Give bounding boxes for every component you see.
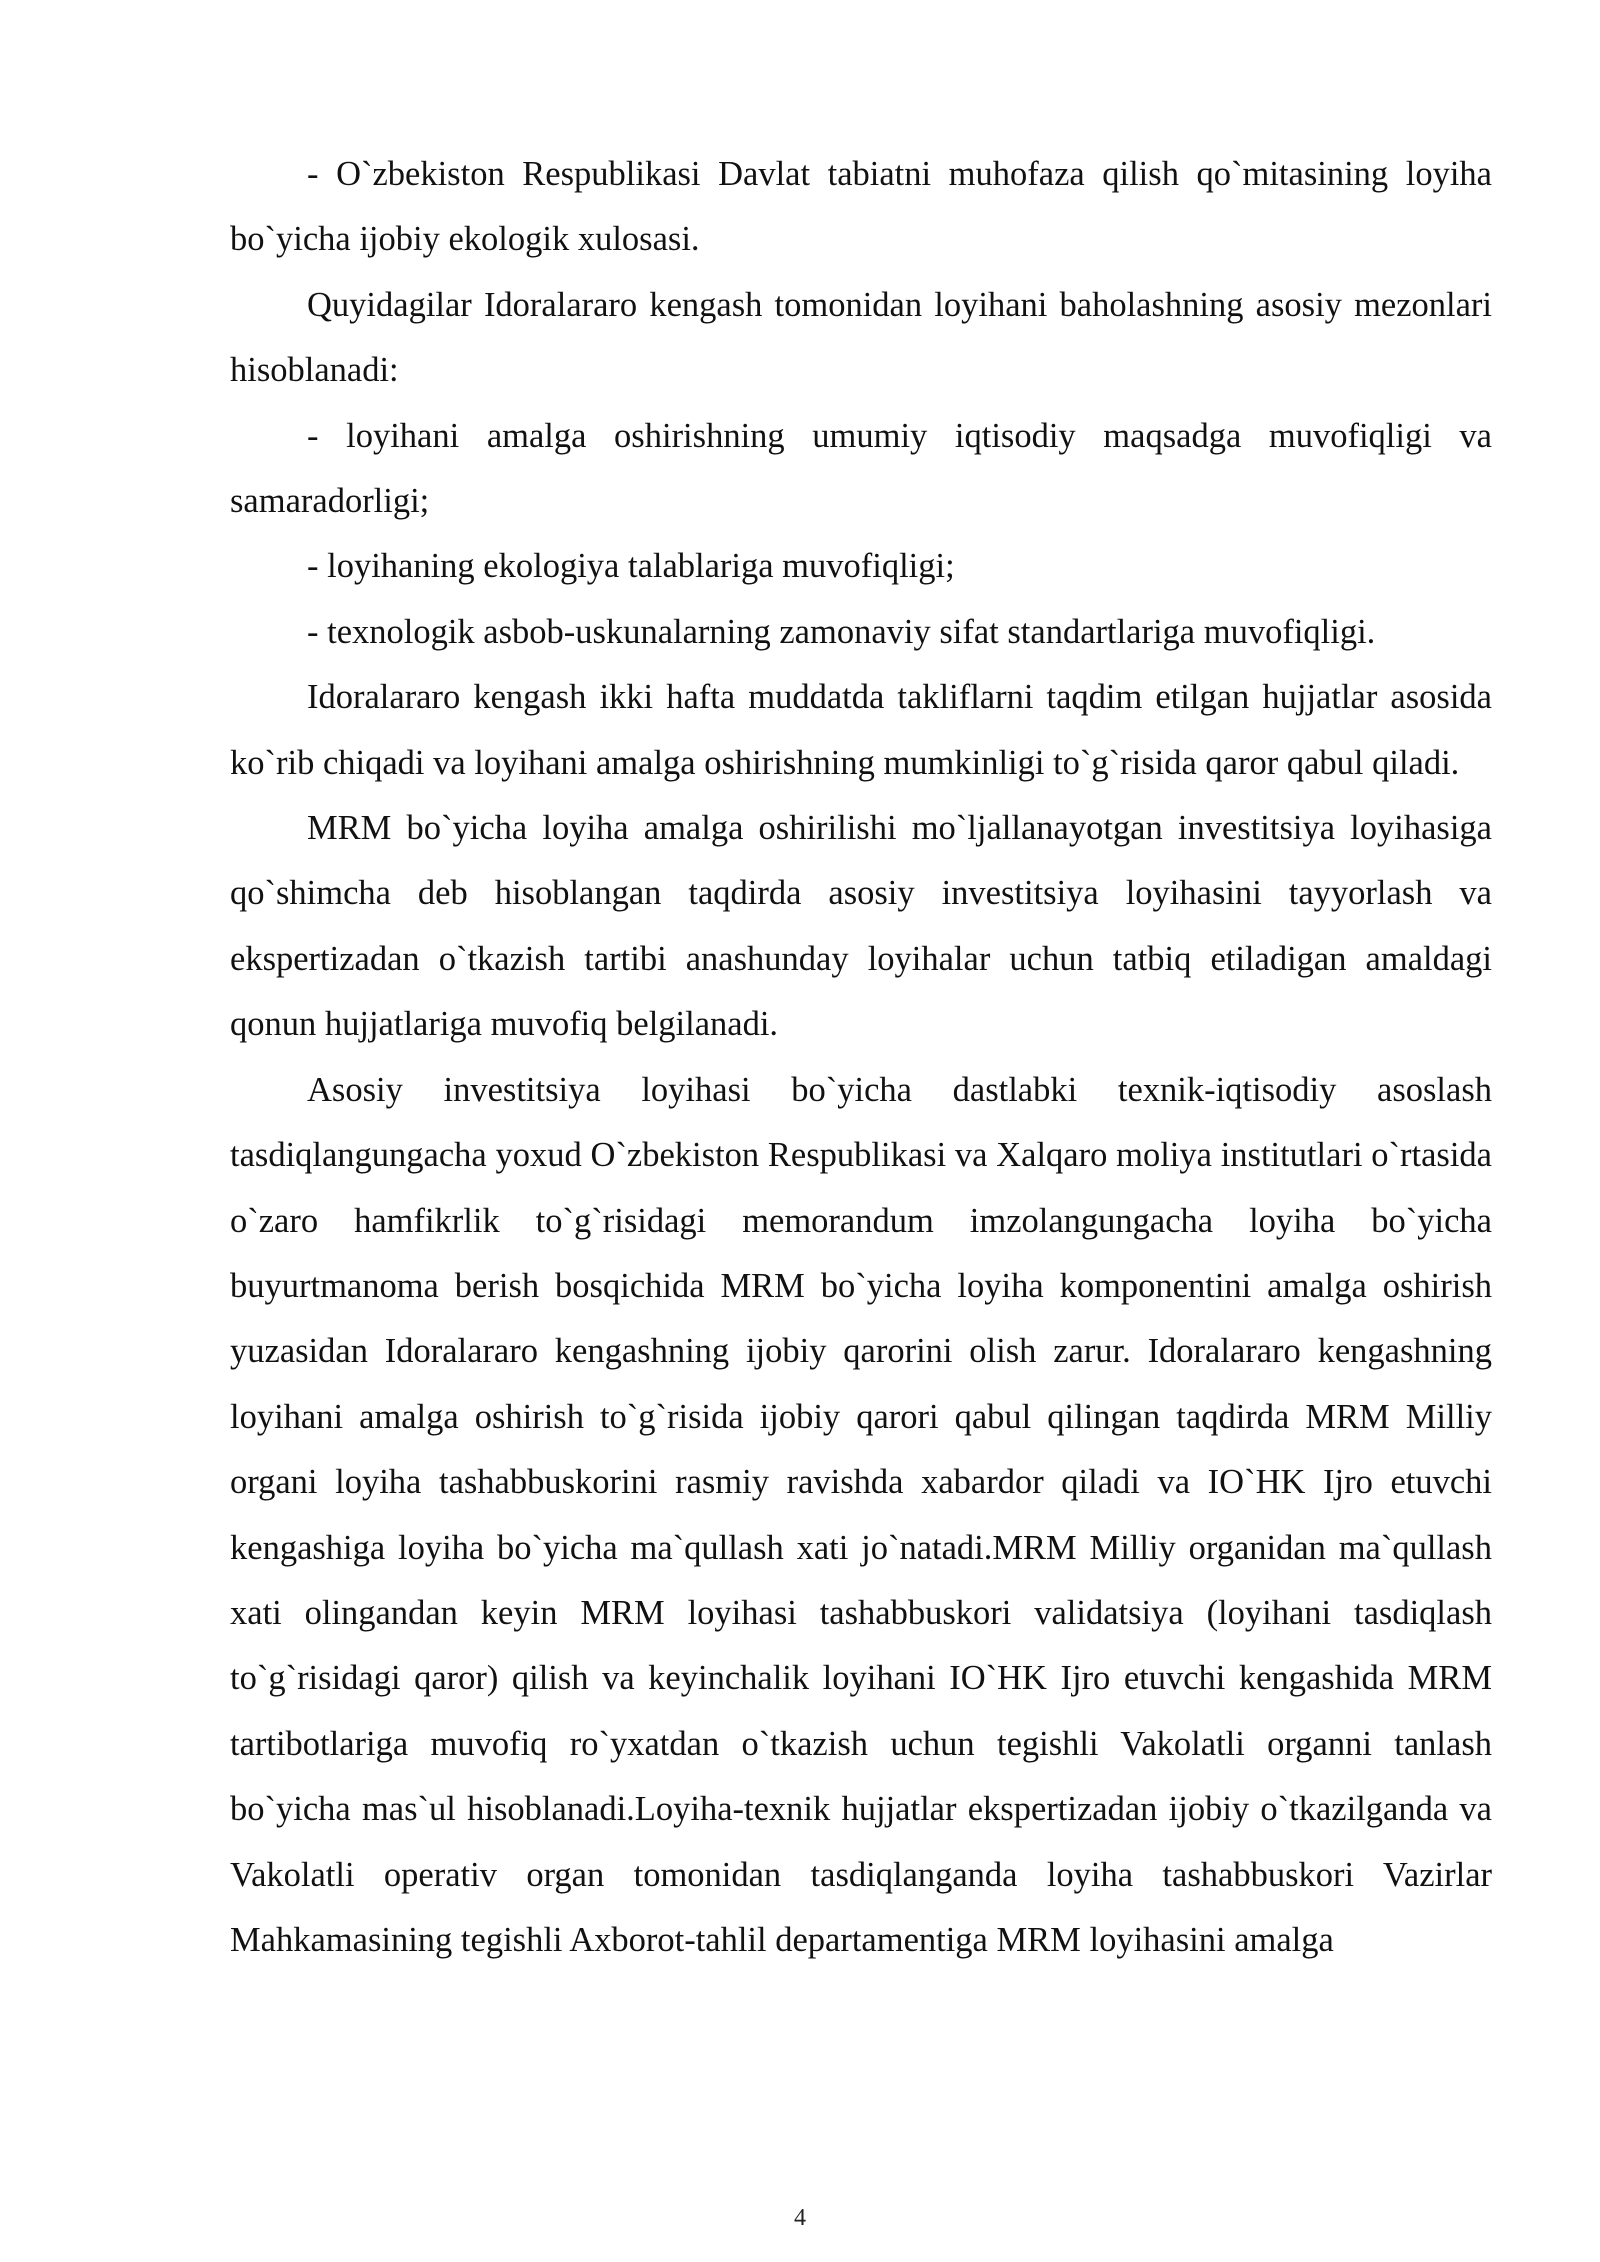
paragraph-criterion-technology: - texnologik asbob-uskunalarning zamonaviy sifat standartlariga muvofiqligi. (307, 612, 1376, 651)
paragraph-criteria-intro: Quyidagilar Idoralararo kengash tomonidan loyihani baholashning asosiy mezonlari hisoblanadi: (230, 285, 1492, 390)
paragraph-council-review: Idoralararo kengash ikki hafta muddatda takliflarni taqdim etilgan hujjatlar asosida ko`rib chiqadi va loyihani amalga oshirishning mumkinligi to`g`risida qaror qabul qiladi. (230, 678, 1492, 782)
paragraph-ecological-conclusion: - O`zbekiston Respublikasi Davlat tabiatni muhofaza qilish qo`mitasining loyiha bo`yicha ijobiy ekologik xulosasi. (230, 155, 1492, 259)
document-body (230, 142, 1492, 1973)
paragraph-criterion-ecology: - loyihaning ekologiya talablariga muvofiqligi; (307, 547, 955, 586)
paragraph-criterion-economic: - loyihani amalga oshirishning umumiy iqtisodiy maqsadga muvofiqligi va samaradorligi; (230, 416, 1492, 521)
paragraph-mrm-additional-project: MRM bo`yicha loyiha amalga oshirilishi mo`ljallanayotgan investitsiya loyihasiga qo`shimcha deb hisoblangan taqdirda asosiy investitsiya loyihasini tayyorlash va ekspertizadan o`tkazish tartibi anashunday loyihalar uchun tatbiq etiladigan amaldagi qonun hujjatlariga muvofiq belgilanadi. (230, 809, 1492, 1044)
page-number: 4 (794, 2205, 806, 2231)
paragraph-main-investment-project: Asosiy investitsiya loyihasi bo`yicha dastlabki texnik-iqtisodiy asoslash tasdiqlangungacha yoxud O`zbekiston Respublikasi va Xalqaro moliya institutlari o`rtasida o`zaro hamfikrlik to`g`risidagi memorandum imzolangungacha loyiha bo`yicha buyurtmanoma berish bosqichida MRM bo`yicha loyiha komponentini amalga oshirish yuzasidan Idoralararo kengashning ijobiy qarorini olish zarur. Idoralararo kengashning loyihani amalga oshirish to`g`risida ijobiy qarori qabul qilingan taqdirda MRM Milliy organi loyiha tashabbuskorini rasmiy ravishda xabardor qiladi va IO`HK Ijro etuvchi kengashiga loyiha bo`yicha ma`qullash xati jo`natadi.MRM Milliy organidan ma`qullash xati olingandan keyin MRM loyihasi tashabbuskori validatsiya (loyihani tasdiqlash to`g`risidagi qaror) qilish va keyinchalik loyihani IO`HK Ijro etuvchi kengashida MRM tartibotlariga muvofiq ro`yxatdan o`tkazish uchun tegishli Vakolatli organni tanlash bo`yicha mas`ul hisoblanadi.Loyiha-texnik hujjatlar ekspertizadan ijobiy o`tkazilganda va Vakolatli operativ organ tomonidan tasdiqlanganda loyiha tashabbuskori Vazirlar Mahkamasining tegishli Axborot-tahlil departamentiga MRM loyihasini amalga (230, 1070, 1492, 1959)
